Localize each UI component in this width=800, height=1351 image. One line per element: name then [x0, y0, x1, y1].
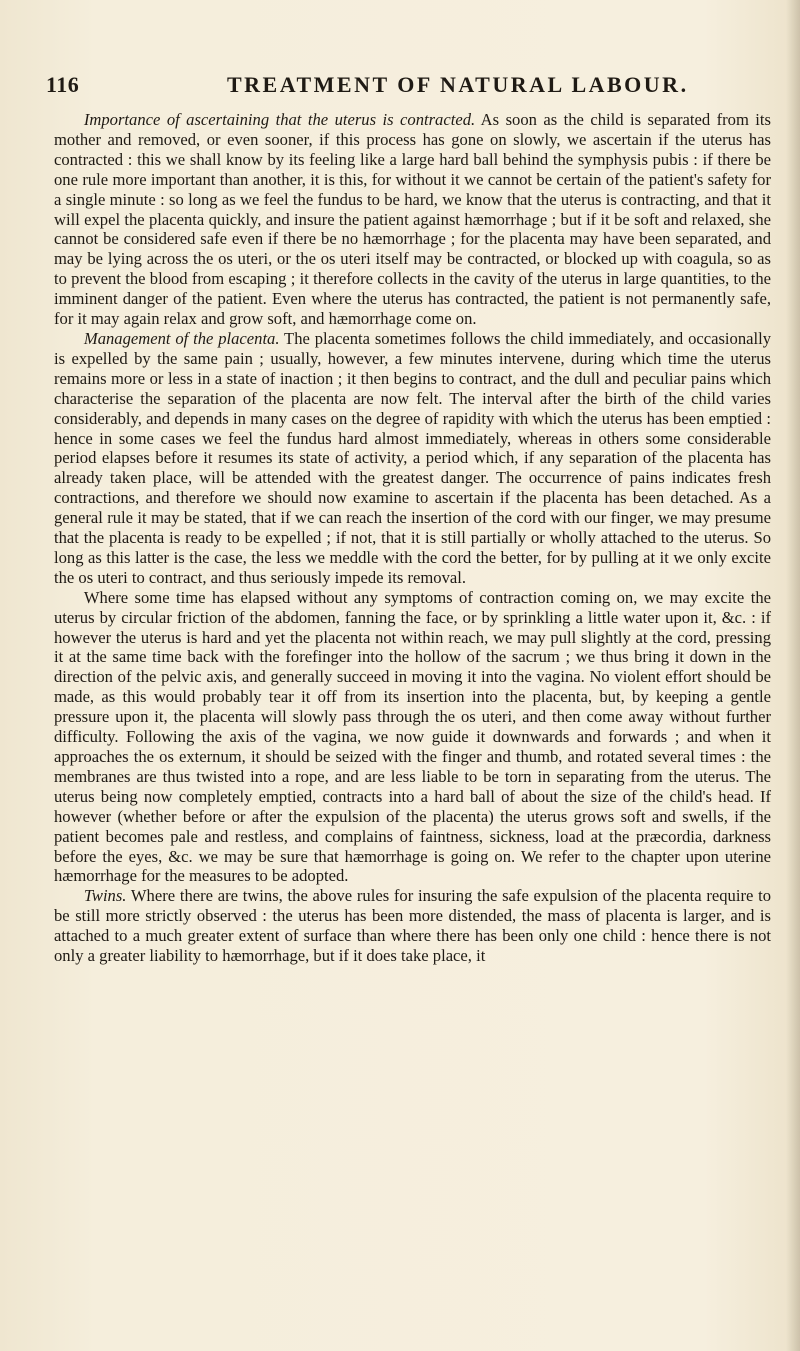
paragraph-lead: Management of the placenta. [83, 328, 280, 348]
page-header [46, 72, 774, 102]
paragraph-management-placenta [54, 329, 771, 588]
paragraph-lead: Twins. [83, 886, 127, 906]
paragraph-text: As soon as the child is separated from its mother and removed, or even sooner, if this process has gone on slowly, we ascertain if the uterus has contracted : this we shall know by its feeling like a large hard ball behind the symphysis pubis : if there be one rule more important than another, it is this, for without it we cannot be certain of the patient's safety for a single minute : so long as we feel the fundus to be hard, we know that the uterus is contracting, and that it will expel the placenta quickly, and insure the patient against hæmorrhage ; but if it be soft and relaxed, she cannot be considered safe even if there be no hæmorrhage ; for the placenta may have been separated, and may be lying across the os uteri, or the os uteri itself may be contracted, or blocked up with coagula, so as to prevent the blood from escaping ; it therefore collects in the cavity of the uterus in large quantities, to the imminent danger of the patient. Even where the uterus has contracted, the patient is not permanently safe, for it may again relax and grow soft, and hæmorrhage come on. [54, 110, 771, 329]
paragraph-lead: Importance of ascertaining that the uterus is contracted. [83, 110, 476, 129]
paragraph-text: Where there are twins, the above rules for insuring the safe expulsion of the placenta require to be still more strictly observed : the uterus has been more distended, the mass of placenta is larger, and is attached to a much greater extent of surface than where there has been only one child : hence there is not only a greater liability to hæmorrhage, but if it does take place, it [54, 886, 771, 966]
page-edge-shadow [786, 0, 800, 1351]
body-text [54, 110, 771, 966]
paragraph-text: Where some time has elapsed without any symptoms of contraction coming on, we may excite the uterus by circular friction of the abdomen, fanning the face, or by sprinkling a little water upon it, &c. : if however the uterus is hard and yet the placenta not within reach, we may pull slightly at the cord, pressing it at the same time back with the forefinger into the hollow of the sacrum ; we thus bring it down in the direction of the pelvic axis, and generally succeed in moving it into the vagina. No violent effort should be made, as this would probably tear it off from its insertion into the placenta, but, by keeping a gentle pressure upon it, the placenta will slowly pass through the os uteri, and then come away without further difficulty. Following the axis of the vagina, we now guide it downwards and forwards ; and when it approaches the os externum, it should be seized with the finger and thumb, and rotated several times : the membranes are thus twisted into a rope, and are less liable to be torn in separating from the uterus. The uterus being now completely emptied, contracts into a hard ball of about the size of the child's head. If however (whether before or after the expulsion of the placenta) the uterus grows soft and swells, if the patient becomes pale and restless, and complains of faintness, sickness, load at the præcordia, darkness before the eyes, &c. we may be sure that hæmorrhage is going on. We refer to the chapter upon uterine hæmorrhage for the measures to be adopted. [54, 587, 771, 886]
running-head: TREATMENT OF NATURAL LABOUR. [227, 72, 689, 97]
paragraph-twins [54, 886, 771, 966]
paragraph-uterus-contracted [54, 110, 771, 329]
paragraph-no-contraction [54, 588, 771, 887]
paragraph-text: The placenta sometimes follows the child immediately, and occasionally is expelled by the same pain ; usually, however, a few minutes intervene, during which time the uterus remains more or less in a state of inaction ; it then begins to contract, and the dull and peculiar pains which characterise the separation of the placenta are now felt. The interval after the birth of the child varies considerably, and depends in many cases on the degree of rapidity with which the uterus has been emptied : hence in some cases we feel the fundus hard almost immediately, whereas in others some considerable period elapses before it resumes its state of activity, a period which, if any separation of the placenta has already taken place, will be attended with the greatest danger. The occurrence of pains indicates fresh contractions, and therefore we should now examine to ascertain if the placenta has been detached. As a general rule it may be stated, that if we can reach the insertion of the cord with our finger, we may presume that the placenta is ready to be expelled ; if not, that it is still partially or wholly attached to the uterus. So long as this latter is the case, the less we meddle with the cord the better, for by pulling at it we only excite the os uteri to contract, and thus seriously impede its removal. [54, 328, 772, 587]
page-number: 116 [46, 72, 80, 97]
